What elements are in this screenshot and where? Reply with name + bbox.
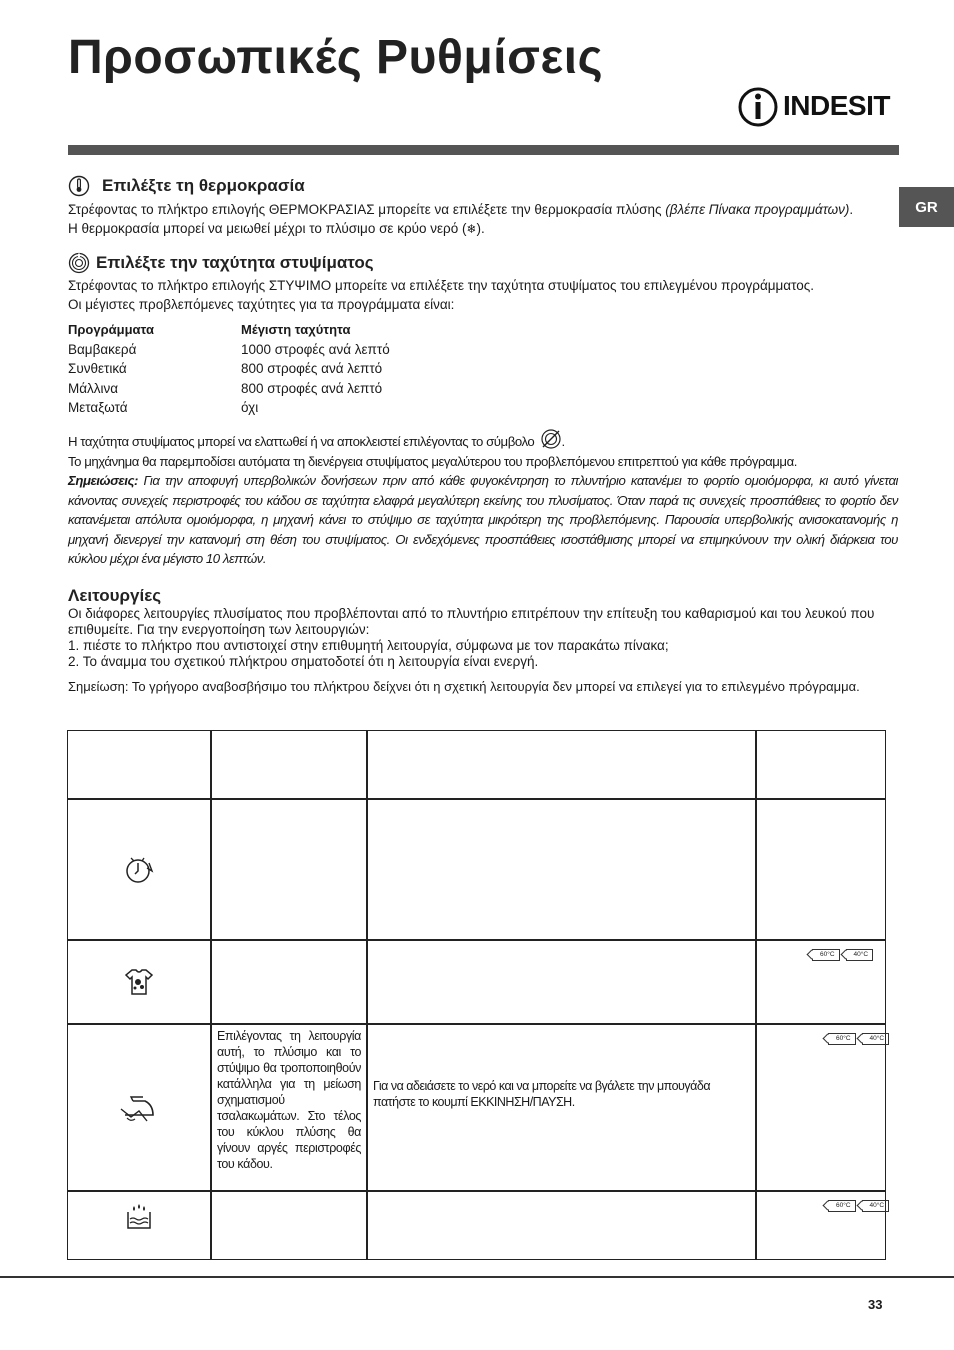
temperature-text-2: . Η θερμοκρασία μπορεί να μειωθεί μέχρι το πλύσιμο σε κρύο νερό ( xyxy=(68,202,854,236)
program-name: Μάλλινα xyxy=(68,380,119,396)
function-icon-cell xyxy=(68,800,210,939)
language-tab: GR xyxy=(899,187,954,227)
spin-remarks xyxy=(68,471,898,569)
temp-badge: 40°C xyxy=(846,949,874,961)
thermometer-icon xyxy=(68,175,90,197)
functions-intro-text: Οι διάφορες λειτουργίες πλυσίματος που προβλέπονται από το πλυντήριο επιτρέπουν την επίτευξη του καθαρισμού και του λευκού που επιθυμείτε. Για την ενεργοποίηση των λειτουργιών: xyxy=(68,606,875,637)
easy-iron-notes: Για να αδειάσετε το νερό και να μπορείτε να βγάλετε την μπουγάδα πατήστε το κουμπί ΕΚΚΙΝΗΣΗ/ΠΑΥΣΗ. xyxy=(373,1079,711,1109)
spin-icon xyxy=(68,252,90,274)
indesit-i-icon xyxy=(737,86,779,128)
spin-heading-text: Επιλέξτε την ταχύτητα στυψίματος xyxy=(96,253,374,272)
easy-iron-effect: Επιλέγοντας τη λειτουργία αυτή, το πλύσιμο και το στύψιμο θα τροποποιηθούν κατάλληλα για τη μείωση σχηματισμού τσαλακωμάτων. Στο τέλος του κύκλου πλύσης θα γίνουν αργές περιστροφές του κάδου. xyxy=(217,1029,361,1171)
column-divider xyxy=(755,731,757,1259)
function-icon-cell xyxy=(68,1025,210,1190)
table-row xyxy=(68,379,390,399)
easy-iron-icon xyxy=(119,1091,159,1125)
temperature-text-italic: (βλέπε Πίνακα προγραμμάτων) xyxy=(665,202,850,217)
temperature-heading-text: Επιλέξτε τη θερμοκρασία xyxy=(102,176,305,195)
temp-badge: 40°C xyxy=(862,1200,890,1212)
extra-rinse-icon xyxy=(124,1202,154,1232)
max-speed: 800 στροφές ανά λεπτό xyxy=(241,380,383,396)
temperature-text-1: Στρέφοντας το πλήκτρο επιλογής ΘΕΡΜΟΚΡΑΣΙΑΣ μπορείτε να επιλέξετε την θερμοκρασία πλύσης xyxy=(68,202,666,217)
max-speed: 1000 στροφές ανά λεπτό xyxy=(241,341,390,357)
spin-notes xyxy=(68,428,898,569)
program-name: Συνθετικά xyxy=(68,361,127,376)
temp-badge: 60°C xyxy=(828,1033,856,1045)
spin-intro xyxy=(68,276,898,314)
brand-logo xyxy=(737,86,899,128)
footer-divider xyxy=(0,1276,954,1278)
functions-heading: Λειτουργίες xyxy=(68,586,162,605)
excluded-temps xyxy=(812,949,873,961)
program-name: Βαμβακερά xyxy=(68,341,137,357)
spin-speed-table xyxy=(68,320,390,418)
page-number: 33 xyxy=(868,1297,883,1312)
excluded-temps xyxy=(828,1200,889,1212)
brand-wordmark: INDESIT xyxy=(783,90,890,121)
functions-table xyxy=(67,730,886,1260)
max-speed: 800 στροφές ανά λεπτό xyxy=(241,361,383,376)
max-speed: όχι xyxy=(241,400,259,415)
page-title: Προσωπικές Ρυθμίσεις xyxy=(68,31,604,84)
column-divider xyxy=(366,731,368,1259)
temp-badge: 60°C xyxy=(828,1200,856,1212)
table-row xyxy=(68,340,390,360)
temp-badge: 60°C xyxy=(812,949,840,961)
spin-remarks-text: Για την αποφυγή υπερβολικών δονήσεων πριν από κάθε φυγοκέντρηση το πλυντήριο κατανέμει το φορτίο ομοιόμορφα, κι αυτό γίνεται κάνοντας συνεχείς περιστροφές του κάδου σε ταχύτητα ελαφρά μεγαλύτερη εκείνης του πλυσίματος. Όταν παρά τις συνεχείς προσπάθειες το φορτίο δεν κατανέμεται απόλυτα ομοιόμορφα, η μηχανή κάνει το στύψιμο σε ταχύτητα μικρότερη της προβλεπόμενης. Παρουσία υπερβολικής ανισοκατανομής η μηχανή διενεργεί την κατανομή στη θέση του στυψίματος. Οι ενδεχόμενες προσπάθειες ισοστάθμισης μπορεί να επιμηκύνουν την ολική διάρκεια του κύκλου μέχρι ένα μέγιστο 10 λεπτών. xyxy=(68,473,898,566)
delay-timer-icon xyxy=(122,853,156,887)
temperature-text-3: ). xyxy=(476,221,485,236)
table-row xyxy=(68,359,390,379)
column-header: Μέγιστη ταχύτητα xyxy=(241,322,351,337)
functions-note: Σημείωση: Το γρήγορο αναβοσβήσιμο του πλήκτρου δείχνει ότι η σχετική λειτουργία δεν μπορεί να επιλεγεί για το επιλεγμένο πρόγραμμα. xyxy=(68,679,860,694)
header-divider xyxy=(68,145,899,155)
spin-heading xyxy=(68,252,374,274)
temp-badge: 40°C xyxy=(862,1033,890,1045)
snowflake-icon: ❄ xyxy=(466,222,477,236)
column-header: Προγράμματα xyxy=(68,322,154,337)
functions-step-2: 2. Το άναμμα του σχετικού πλήκτρου σηματοδοτεί ότι η λειτουργία είναι ενεργή. xyxy=(68,654,539,669)
spin-note-1 xyxy=(68,428,898,452)
table-header-row xyxy=(68,320,390,340)
temperature-heading xyxy=(68,175,305,197)
function-icon-cell xyxy=(68,941,210,1023)
functions-step-1: 1. πιέστε το πλήκτρο που αντιστοιχεί στην επιθυμητή λειτουργία, σύμφωνα με τον παρακάτω πίνακα; xyxy=(68,638,669,653)
spin-exclude-icon xyxy=(540,428,562,450)
function-icon-cell xyxy=(68,1192,210,1242)
table-row xyxy=(68,398,390,418)
stain-shirt-icon xyxy=(123,966,155,998)
spin-remarks-label: Σημειώσεις: xyxy=(68,473,138,488)
functions-intro xyxy=(68,606,898,670)
spin-intro-2: Οι μέγιστες προβλεπόμενες ταχύτητες για τα προγράμματα είναι: xyxy=(68,297,455,312)
temperature-paragraph xyxy=(68,200,858,239)
spin-note-2: Το μηχάνημα θα παρεμποδίσει αυτόματα τη διενέργεια στυψίματος μεγαλύτερου του προβλεπόμενου επιτρεπτού για κάθε πρόγραμμα. xyxy=(68,453,797,469)
spin-intro-1: Στρέφοντας το πλήκτρο επιλογής ΣΤΥΨΙΜΟ μπορείτε να επιλέξετε την ταχύτητα στυψίματος του επιλεγμένου προγράμματος. xyxy=(68,278,815,293)
spin-note-1-text: Η ταχύτητα στυψίματος μπορεί να ελαττωθεί ή να αποκλειστεί επιλέγοντας το σύμβολο xyxy=(68,434,535,449)
column-divider xyxy=(210,731,212,1259)
spin-note-1-end: . xyxy=(561,434,565,449)
program-name: Μεταξωτά xyxy=(68,400,128,415)
excluded-temps xyxy=(828,1033,889,1045)
